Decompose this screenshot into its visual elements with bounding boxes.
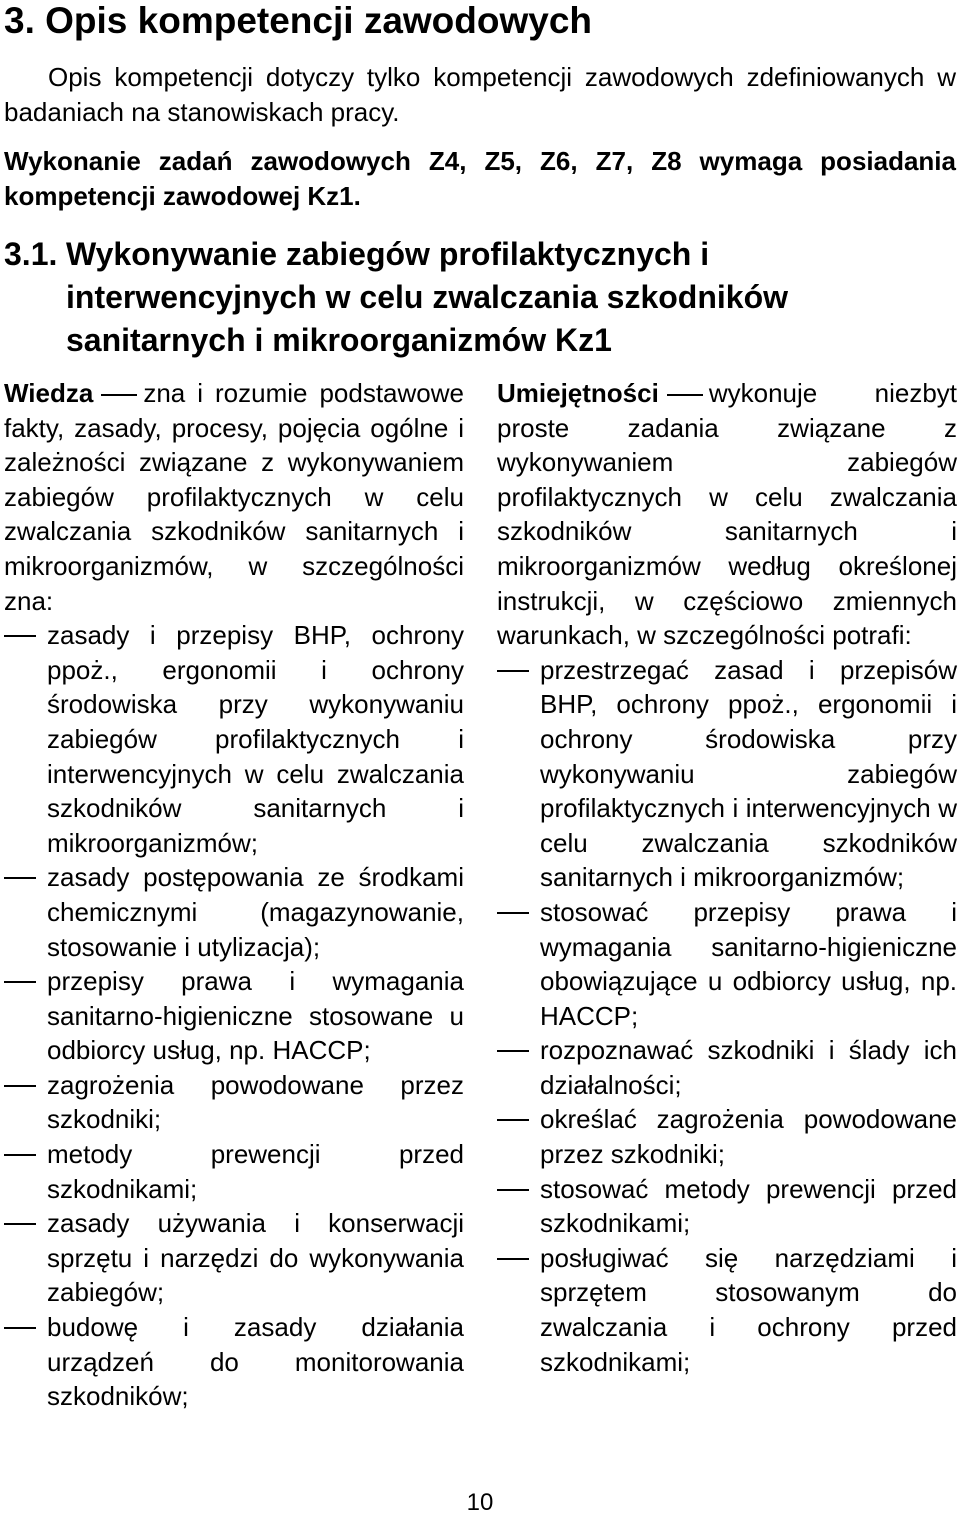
skills-list — [497, 653, 957, 1379]
list-item — [4, 1310, 464, 1414]
section-heading — [4, 233, 956, 362]
dash-icon — [4, 1223, 36, 1225]
dash-icon — [4, 981, 36, 983]
skills-label: Umiejętności — [497, 378, 659, 408]
dash-icon — [4, 1327, 36, 1329]
knowledge-intro-text: zna i rozumie podstawowe fakty, zasady, procesy, pojęcia ogólne i zależności związane z wykonywaniem zabiegów profilaktycznych w celu zwalczania szkodników sanitarnych i mikroorganizmów, w szczególności zna: — [4, 378, 464, 616]
knowledge-list — [4, 618, 464, 1414]
list-item-text: zagrożenia powodowane przez szkodniki; — [47, 1069, 464, 1135]
knowledge-column — [4, 376, 464, 1414]
list-item-text: budowę i zasady działania urządzeń do monitorowania szkodników; — [47, 1312, 464, 1412]
requirement-paragraph: Wykonanie zadań zawodowych Z4, Z5, Z6, Z7, Z8 wymaga posiadania kompetencji zawodowej Kz1. — [4, 146, 956, 211]
skills-intro-text: wykonuje niezbyt proste zadania związane z wykonywaniem zabiegów profilaktycznych w celu zwalczania szkodników sanitarnych i mikroorganizmów według określonej instrukcji, w częściowo zmiennych warunkach, w szczególności potrafi: — [497, 378, 957, 651]
list-item — [4, 860, 464, 964]
list-item-text: zasady i przepisy BHP, ochrony ppoż., ergonomii i ochrony środowiska przy wykonywaniu zabiegów profilaktycznych i interwencyjnych w celu zwalczania szkodników sanitarnych i mikroorganizmów; — [47, 620, 464, 858]
chapter-heading: 3. Opis kompetencji zawodowych — [4, 0, 593, 41]
dash-icon — [4, 635, 36, 637]
knowledge-label: Wiedza — [4, 378, 94, 408]
skills-intro — [497, 376, 957, 653]
list-item — [4, 1206, 464, 1310]
list-item — [4, 964, 464, 1068]
list-item — [4, 1068, 464, 1137]
list-item — [497, 895, 957, 1033]
list-item-text: przepisy prawa i wymagania sanitarno-higieniczne stosowane u odbiorcy usług, np. HACCP; — [47, 966, 464, 1066]
list-item-text: zasady używania i konserwacji sprzętu i narzędzi do wykonywania zabiegów; — [47, 1208, 464, 1308]
list-item-text: stosować przepisy prawa i wymagania sanitarno-higieniczne obowiązujące u odbiorcy usług, np. HACCP; — [540, 896, 957, 1031]
dash-icon — [4, 877, 36, 879]
dash-icon — [497, 1189, 529, 1191]
dash-icon — [101, 394, 137, 396]
section-number: 3.1. — [4, 236, 58, 272]
list-item-text: posługiwać się narzędziami i sprzętem stosowanym do zwalczania i ochrony przed szkodnikami; — [540, 1242, 957, 1377]
page-number: 10 — [466, 1489, 494, 1516]
list-item — [497, 653, 957, 895]
list-item — [497, 1033, 957, 1102]
list-item-text: rozpoznawać szkodniki i ślady ich działalności; — [540, 1035, 957, 1100]
list-item-text: stosować metody prewencji przed szkodnikami; — [540, 1173, 957, 1239]
list-item — [497, 1241, 957, 1379]
intro-paragraph: Opis kompetencji dotyczy tylko kompetencji zawodowych zdefiniowanych w badaniach na stanowiskach pracy. — [4, 62, 956, 127]
list-item — [4, 618, 464, 860]
list-item — [4, 1137, 464, 1206]
list-item-text: metody prewencji przed szkodnikami; — [47, 1139, 464, 1204]
list-item-text: zasady postępowania ze środkami chemicznymi (magazynowanie, stosowanie i utylizacja); — [47, 862, 464, 962]
dash-icon — [4, 1154, 36, 1156]
list-item-text: określać zagrożenia powodowane przez szkodniki; — [540, 1104, 957, 1170]
dash-icon — [497, 670, 529, 672]
list-item-text: przestrzegać zasad i przepisów BHP, ochrony ppoż., ergonomii i ochrony środowiska przy wykonywaniu zabiegów profilaktycznych i interwencyjnych w celu zwalczania szkodników sanitarnych i mikroorganizmów; — [540, 654, 957, 893]
section-title: Wykonywanie zabiegów profilaktycznych i interwencyjnych w celu zwalczania szkodników sanitarnych i mikroorganizmów Kz1 — [66, 236, 788, 358]
dash-icon — [4, 1085, 36, 1087]
dash-icon — [497, 1050, 529, 1052]
knowledge-intro — [4, 376, 464, 618]
dash-icon — [667, 394, 703, 396]
dash-icon — [497, 1119, 529, 1121]
dash-icon — [497, 912, 529, 914]
list-item — [497, 1172, 957, 1241]
list-item — [497, 1102, 957, 1171]
dash-icon — [497, 1258, 529, 1260]
skills-column — [497, 376, 957, 1379]
